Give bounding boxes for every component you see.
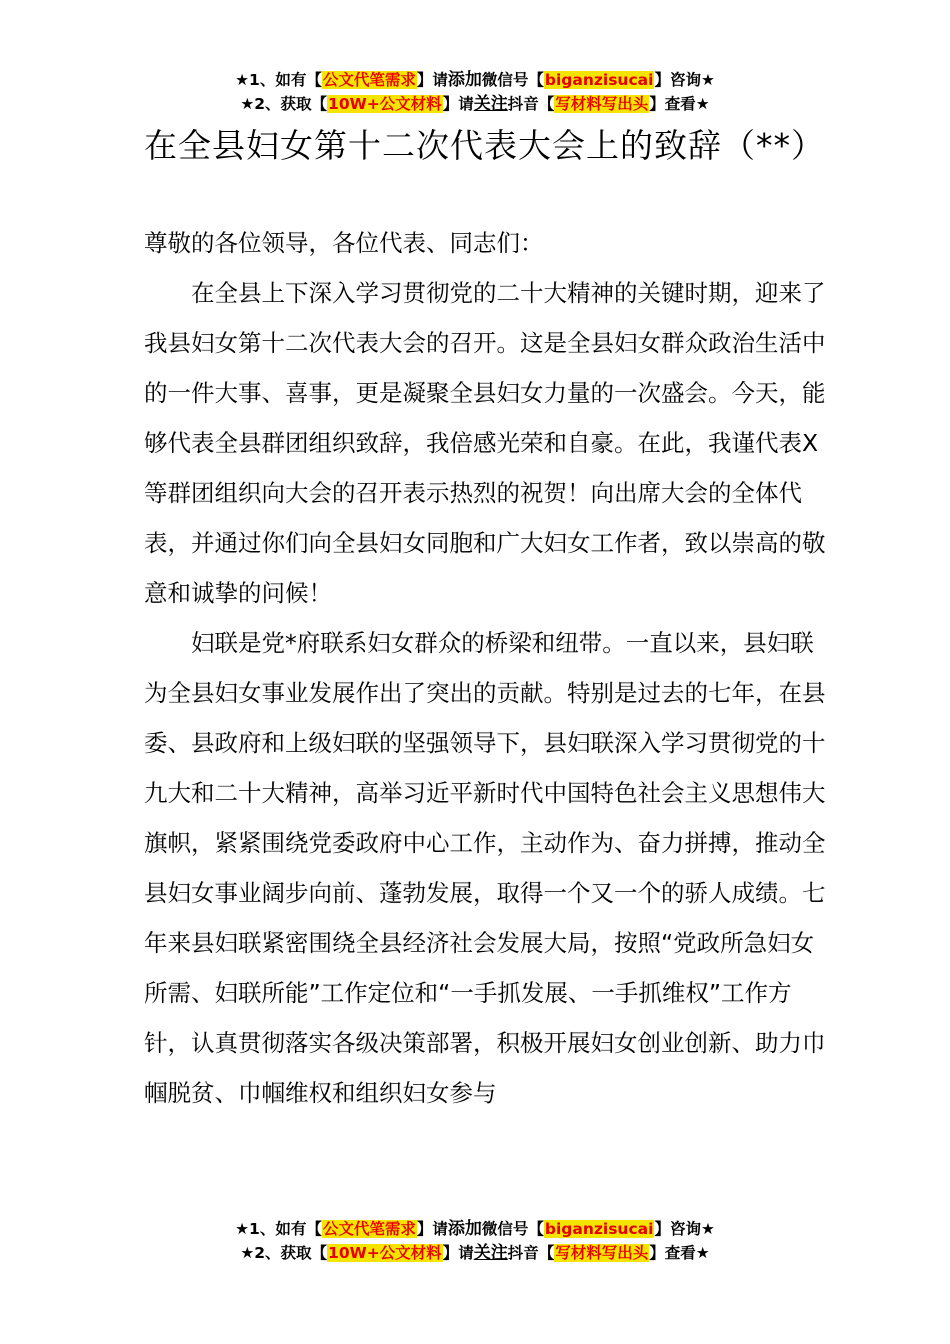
promo-text: 】查看★ bbox=[649, 1244, 710, 1262]
promo-banner-bottom bbox=[0, 1217, 950, 1265]
body-paragraph: 妇联是党*府联系妇女群众的桥梁和纽带。一直以来，县妇联为全县妇女事业发展作出了突出的贡献。特别是过去的七年，在县委、县政府和上级妇联的坚强领导下，县妇联深入学习贯彻党的十九大和二十大精神，高举习近平新时代中国特色社会主义思想伟大旗帜，紧紧围绕党委政府中心工作，主动作为、奋力拼搏，推动全县妇女事业阔步向前、蓬勃发展，取得一个又一个的骄人成绩。七年来县妇联紧密围绕全县经济社会发展大局，按照“党政所急妇女所需、妇联所能”工作定位和“一手抓发展、一手抓维权”工作方针，认真贯彻落实各级决策部署，积极开展妇女创业创新、助力巾帼脱贫、巾帼维权和组织妇女参与 bbox=[144, 629, 826, 1107]
promo-highlight: biganzisucai bbox=[544, 71, 654, 89]
promo-text: 抖音【 bbox=[507, 95, 555, 113]
promo-text: ★1、如有【 bbox=[235, 71, 322, 89]
promo-text: ★2、获取【 bbox=[240, 95, 328, 113]
promo-text: 微信号【 bbox=[481, 1220, 544, 1238]
promo-highlight: 10W+公文材料 bbox=[328, 95, 442, 113]
promo-text: 微信号【 bbox=[481, 71, 544, 89]
promo-highlight: 写材料写出头 bbox=[555, 1244, 649, 1262]
promo-text: 】请 bbox=[416, 71, 448, 89]
promo-text: 】查看★ bbox=[649, 95, 710, 113]
promo-highlight: 写材料写出头 bbox=[555, 95, 649, 113]
promo-highlight: 公文代笔需求 bbox=[322, 71, 416, 89]
promo-emphasis: 关注 bbox=[473, 1243, 508, 1263]
promo-line-1 bbox=[0, 1217, 950, 1241]
promo-highlight: 公文代笔需求 bbox=[322, 1220, 416, 1238]
promo-line-2 bbox=[0, 92, 950, 116]
salutation: 尊敬的各位领导，各位代表、同志们： bbox=[144, 229, 544, 257]
promo-line-1 bbox=[0, 68, 950, 92]
promo-emphasis: 添加 bbox=[447, 70, 482, 90]
document-body bbox=[144, 218, 834, 1118]
promo-text: 抖音【 bbox=[507, 1244, 555, 1262]
promo-highlight: 10W+公文材料 bbox=[328, 1244, 442, 1262]
promo-line-2 bbox=[0, 1241, 950, 1265]
promo-text: ★1、如有【 bbox=[235, 1220, 322, 1238]
promo-emphasis: 关注 bbox=[473, 94, 508, 114]
promo-emphasis: 添加 bbox=[447, 1219, 482, 1239]
document-title: 在全县妇女第十二次代表大会上的致辞（**） bbox=[144, 126, 825, 165]
promo-banner-top bbox=[0, 68, 950, 116]
promo-text: 】请 bbox=[416, 1220, 448, 1238]
promo-text: 】咨询★ bbox=[654, 71, 715, 89]
promo-text: 】请 bbox=[442, 95, 474, 113]
promo-highlight: biganzisucai bbox=[544, 1220, 654, 1238]
promo-text: 】咨询★ bbox=[654, 1220, 715, 1238]
promo-text: 】请 bbox=[442, 1244, 474, 1262]
body-paragraph: 在全县上下深入学习贯彻党的二十大精神的关键时期，迎来了我县妇女第十二次代表大会的召开。这是全县妇女群众政治生活中的一件大事、喜事，更是凝聚全县妇女力量的一次盛会。今天，能够代表全县群团组织致辞，我倍感光荣和自豪。在此，我谨代表X等群团组织向大会的召开表示热烈的祝贺！向出席大会的全体代表，并通过你们向全县妇女同胞和广大妇女工作者，致以崇高的敬意和诚挚的问候！ bbox=[144, 279, 826, 607]
promo-text: ★2、获取【 bbox=[240, 1244, 328, 1262]
